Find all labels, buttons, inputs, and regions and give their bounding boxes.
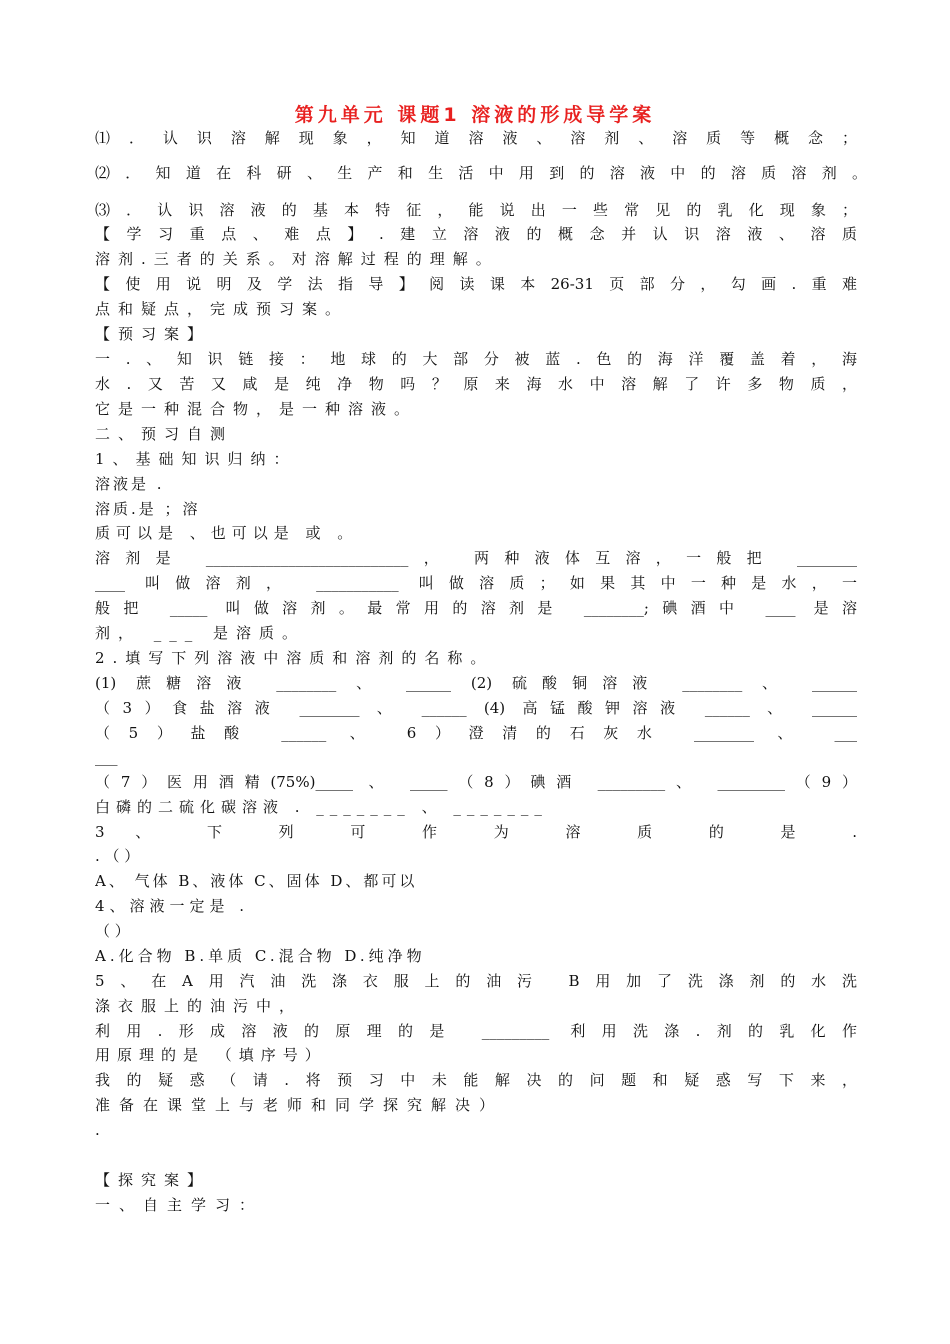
page-title: 第九单元 课题1 溶液的形成导学案 [294,104,656,126]
q3-options: A、 气体 B、液体 C、固体 D、都可以 [95,872,418,890]
q2-heading: 2.填写下列溶液中溶质和溶剂的名称。 [95,649,494,667]
q2-row-1: (1) 蔗糖溶液 ________ 、 ______ (2) 硫酸铜溶液 ________ 、 ______ [95,674,857,692]
self-study-heading: 一、自主学习： [95,1196,264,1214]
q2-row-2: （3）食盐溶液 ________ 、 ______ (4) 高锰酸钾溶液 ______ 、 ______ [95,699,857,717]
q4-options: A.化合物 B.单质 C.混合物 D.纯净物 [95,947,426,965]
instructions-line-2: 点和疑点，完成预习案。 [95,300,349,318]
doubts-mark: . [95,1121,100,1139]
q1-solute-state-line: 质可以是 、也可以是 或 。 [95,524,359,542]
instructions-line-1: 【使用说明及学法指导】阅读课本26-31页部分，勾画.重难 [95,275,857,293]
self-test-heading: 二、预习自测 [95,425,234,443]
q5-line-4: 用原理的是 （填序号） [95,1046,327,1064]
key-points-line-2: 溶剂.三者的关系。对溶解过程的理解。 [95,250,499,268]
objective-3: ⑶．认识溶液的基本特征，能说出一些常见的乳化现象； [95,201,857,219]
q4-answer-bracket: （ ） [95,922,130,940]
q1-solvent-line-1: 溶剂是 ___________________________， 两种液体互溶，一般把 ________ [95,549,857,567]
q3-answer-bracket: . （ ） [95,847,140,865]
explore-heading: 【探究案】 [95,1171,211,1189]
q1-solvent-line-3: 般把 _____ 叫做溶剂。最常用的溶剂是 ________;碘酒中 ____ 是溶 [95,599,857,617]
q1-heading: 1、基础知识归纳： [95,450,297,468]
q3-question: 3 、 下 列 可 作 为 溶 质 的 是 . [95,823,857,841]
q2-row-3-cont: ___ [95,748,118,766]
knowledge-link-line-3: 它是一种混合物，是一种溶液。 [95,400,418,418]
doubts-line-2: 准备在课堂上与老师和同学探究解决） [95,1096,504,1114]
q5-line-3: 利用.形成溶液的原理的是 _________ 利用洗涤.剂的乳化作 [95,1022,857,1040]
q2-row-3: （5）盐酸 ______ 、 6）澄清的石灰水 ________ 、 ___ [95,724,857,742]
knowledge-link-line-1: 一.、知识链接：地球的大部分被蓝.色的海洋覆盖着，海 [95,350,857,368]
q2-row-5: 白磷的二硫化碳溶液 . _______ 、 _______ [95,798,548,816]
q5-line-1: 5、在A用汽油洗涤衣服上的油污 B用加了洗涤剂的水洗 [95,972,857,990]
q4-question: 4、溶液一定是 . [95,897,250,915]
q5-line-2: 涤衣服上的油污中， [95,997,303,1015]
key-points-line-1: 【学习重点、难点】.建立溶液的概念并认识溶液、溶质 [95,225,857,243]
knowledge-link-line-2: 水.又苦又咸是纯净物吗？原来海水中溶解了许多物质， [95,375,857,393]
preview-heading: 【预习案】 [95,325,211,343]
objective-2: ⑵．知道在科研、生产和生活中用到的溶液中的溶质溶剂。 [95,164,867,182]
q1-solvent-line-2: ____ 叫做溶剂， ___________ 叫做溶质；如果其中一种是水，一 [95,574,857,592]
doubts-line-1: 我的疑惑（请.将预习中未能解决的问题和疑惑写下来， [95,1071,857,1089]
q2-row-4: （7）医用酒精(75%)_____ 、 _____（8）碘酒 _________、 _________（9） [95,773,857,791]
q1-solution-line: 溶液是 . [95,475,165,493]
q1-solvent-line-4: 剂， ___ 是溶质。 [95,624,306,642]
q1-solute-line: 溶质.是 ；溶 [95,500,201,518]
objective-1: ⑴．认识溶解现象，知道溶液、溶剂、溶质等概念； [95,129,857,147]
